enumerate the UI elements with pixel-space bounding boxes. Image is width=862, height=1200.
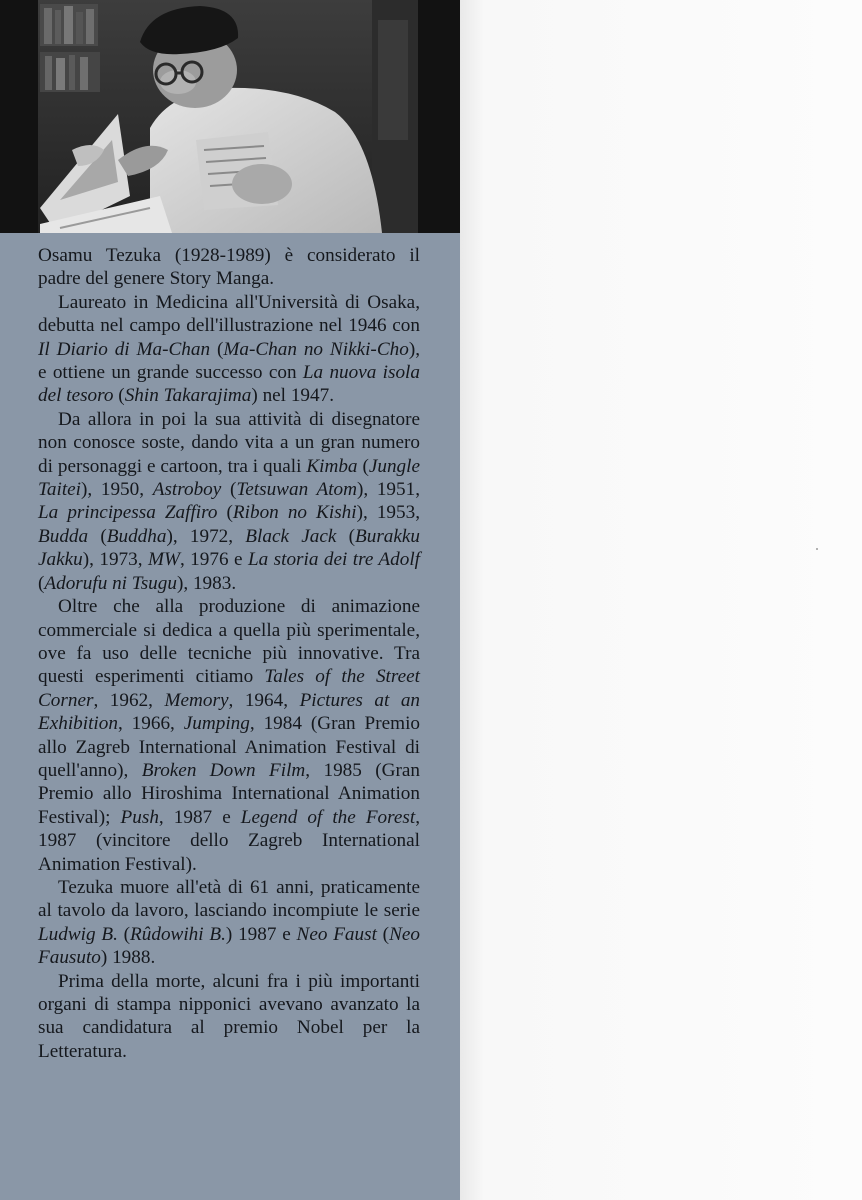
bio-text: , 1966, (117, 713, 184, 735)
work-title-original: Adorufu ni Tsugu (44, 572, 177, 594)
work-title-original: Burakku Jakku (38, 525, 421, 571)
paper-speck (816, 548, 818, 550)
bio-text: ), 1983. (176, 572, 237, 594)
work-title-original: Rûdowihi B. (130, 923, 226, 945)
bio-text: ( (113, 385, 125, 407)
work-title-original: Shin Takarajima (124, 385, 252, 407)
bio-text: Da allora in poi la sua attività di disegnatore non conosce soste, dando vita a un gran numero di personaggi e cartoon, tra i quali (38, 408, 420, 477)
bio-text: , 1964, (228, 689, 300, 711)
work-title: Astroboy (152, 479, 222, 501)
bio-text: ), 1950, (81, 479, 153, 501)
author-photo (0, 0, 460, 233)
bio-text: ( (376, 923, 390, 945)
work-title: Jumping (183, 713, 250, 735)
bio-text: ), 1972, (166, 525, 246, 547)
work-title: MW (147, 549, 180, 571)
work-title: Neo Faust (296, 923, 377, 945)
bio-text: ( (336, 525, 355, 547)
bio-text: ) nel 1947. (251, 385, 334, 407)
work-title: Il Diario di Ma-Chan (38, 338, 211, 360)
work-title: La principessa Zaffiro (38, 502, 218, 524)
author-photo-image (0, 0, 460, 233)
bio-text: ( (88, 525, 107, 547)
work-title: Memory (164, 689, 229, 711)
bio-paragraph (38, 970, 420, 1064)
bio-paragraph (38, 876, 420, 970)
work-title: Push (120, 806, 159, 828)
bio-text: ) 1988. (100, 947, 156, 969)
work-title: Black Jack (245, 525, 337, 547)
work-title-original: Tetsuwan Atom (236, 479, 357, 501)
bio-paragraph (38, 244, 420, 291)
bio-paragraph (38, 291, 420, 408)
bio-paragraph (38, 408, 420, 595)
bio-text: ( (38, 572, 45, 594)
work-title-original: Ribon no Kishi (232, 502, 357, 524)
work-title-original: Jungle Taitei (38, 455, 420, 501)
blank-page (460, 0, 862, 1200)
bio-text: Tezuka muore all'età di 61 anni, praticamente al tavolo da lavoro, lasciando incompiute le serie (38, 876, 420, 922)
work-title: Pictures at an Exhibition (38, 689, 421, 735)
bio-text: Laureato in Medicina all'Università di Osaka, debutta nel campo dell'illustrazione nel 1946 con (38, 291, 420, 337)
work-title: Legend of the Forest (240, 806, 416, 828)
bio-text: , 1962, (93, 689, 165, 711)
bio-text: ), e ottiene un grande successo con (38, 338, 420, 384)
bio-paragraph (38, 595, 420, 876)
work-title-original: Buddha (106, 525, 167, 547)
bio-text: ( (210, 338, 224, 360)
work-title-original: Neo Fausuto (38, 923, 420, 969)
bio-text: , 1987 (vincitore dello Zagreb International Animation Festival). (38, 806, 421, 875)
bio-text: , 1984 (Gran Premio allo Zagreb International Animation Festival di quell'anno), (38, 713, 420, 781)
bio-text: Prima della morte, alcuni fra i più importanti organi di stampa nipponici avevano avanzato la sua candidatura al premio Nobel per la Letteratura. (38, 970, 420, 1062)
bio-text: , 1987 e (158, 806, 241, 828)
bio-text: Osamu Tezuka (1928-1989) è considerato il padre del genere Story Manga. (38, 245, 420, 290)
work-title: Ludwig B. (38, 923, 118, 945)
work-title: Budda (38, 525, 89, 547)
bio-text: , 1985 (Gran Premio allo Hiroshima International Animation Festival); (38, 759, 421, 828)
bio-text: Oltre che alla produzione di animazione commerciale si dedica a quella più sperimentale, ove fa uso delle tecniche più innovative. Tra questi esperimenti citiamo (38, 596, 420, 688)
bio-text: ( (217, 502, 233, 524)
bio-text: ), 1973, (82, 549, 148, 571)
bio-text: ( (357, 455, 369, 477)
work-title: La storia dei tre Adolf (247, 549, 420, 571)
bio-text: ), 1951, (356, 479, 421, 501)
bio-text: ( (117, 923, 131, 945)
work-title: Broken Down Film (141, 759, 306, 781)
bio-text: ), 1953, (356, 502, 421, 524)
bio-text: ( (221, 479, 237, 501)
bio-text: ) 1987 e (225, 923, 297, 945)
work-title: Tales of the Street Corner (38, 666, 420, 711)
bio-text: , 1976 e (179, 549, 248, 571)
work-title-original: Ma-Chan no Nikki-Cho (223, 338, 409, 360)
work-title: Kimba (306, 455, 358, 477)
author-biography (38, 244, 420, 1063)
work-title: La nuova isola del tesoro (38, 362, 420, 407)
